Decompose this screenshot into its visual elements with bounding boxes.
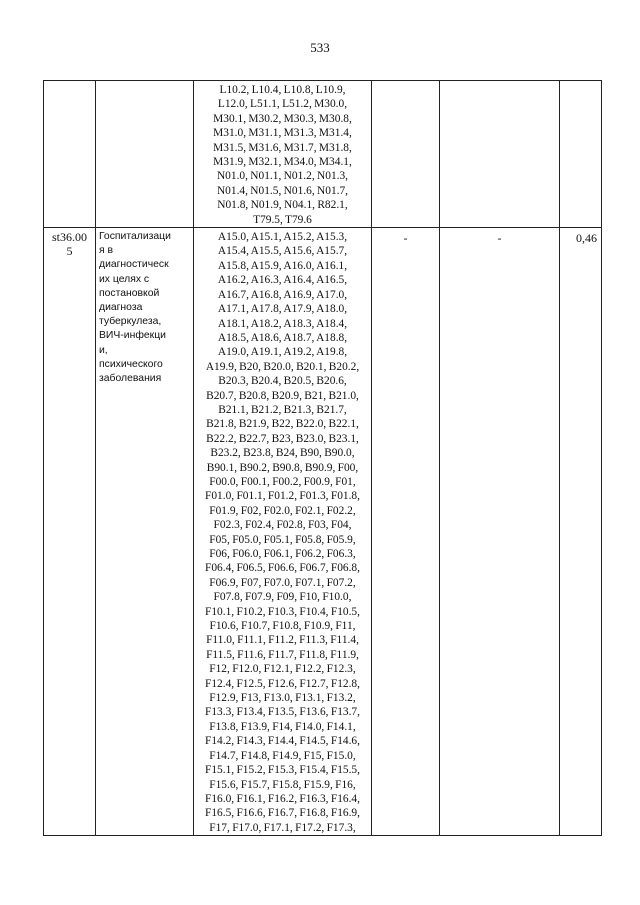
icd-code-line: B90.1, B90.2, B90.8, B90.9, F00,	[206, 461, 359, 474]
icd-code-line: L12.0, L51.1, L51.2, M30.0,	[217, 98, 348, 111]
page-number: 533	[310, 40, 330, 55]
ksg-code-line: st36.00	[51, 230, 87, 245]
icd-code-line: A17.1, A17.8, A17.9, A18.0,	[217, 303, 348, 316]
ksg-code-cell	[44, 228, 96, 836]
icd-code-line: F16.5, F16.6, F16.7, F16.8, F16.9,	[205, 807, 360, 820]
icd-code-line: F06, F06.0, F06.1, F06.2, F06.3,	[209, 548, 356, 560]
icd-code-line: F10.6, F10.7, F10.8, F10.9, F11,	[209, 620, 356, 633]
icd-code-line: T79.5, T79.6	[253, 213, 312, 226]
icd-code-line: F01.9, F02, F02.0, F02.1, F02.2,	[209, 504, 356, 517]
ksg-name-line: постановкой	[99, 287, 160, 299]
icd-code-line: A15.8, A15.9, A16.0, A16.1,	[217, 259, 348, 272]
table-row	[44, 228, 602, 836]
icd-code-line: N01.0, N01.1, N01.2, N01.3,	[216, 170, 349, 183]
icd-code-line: M31.0, M31.1, M31.3, M31.4,	[213, 127, 352, 140]
icd-code-line: F05, F05.0, F05.1, F05.8, F05.9,	[209, 533, 356, 546]
icd-code-line: A16.7, A16.8, A16.9, A17.0,	[217, 288, 348, 301]
icd-code-line: F10.1, F10.2, F10.3, F10.4, F10.5,	[205, 605, 360, 618]
icd-code-line: B21.1, B21.2, B21.3, B21.7,	[218, 403, 347, 416]
icd-codes-cell	[194, 81, 372, 228]
icd-code-line: B20.3, B20.4, B20.5, B20.6,	[218, 375, 347, 388]
icd-code-line: F06.9, F07, F07.0, F07.1, F07.2,	[209, 576, 356, 589]
ksg-name-line: заболевания	[99, 373, 162, 385]
ksg-name-cell	[96, 81, 194, 228]
icd-code-line: A15.0, A15.1, A15.2, A15.3,	[217, 231, 348, 244]
ksg-name-line: туберкулеза,	[99, 316, 162, 328]
icd-code-line: F13.3, F13.4, F13.5, F13.6, F13.7,	[205, 706, 360, 719]
ksg-name-line: диагноза	[99, 302, 143, 314]
icd-code-line: M31.9, M32.1, M34.0, M34.1,	[213, 156, 352, 169]
icd-code-line: B22.2, B22.7, B23, B23.0, B23.1,	[206, 432, 359, 445]
icd-code-line: F15.1, F15.2, F15.3, F15.4, F15.5,	[205, 764, 360, 777]
icd-code-line: F17, F17.0, F17.1, F17.2, F17.3,	[209, 821, 356, 834]
icd-code-line: N01.8, N01.9, N04.1, R82.1,	[217, 199, 348, 212]
ksg-name-line: я в	[99, 245, 114, 257]
icd-code-line: F00.0, F00.1, F00.2, F00.9, F01,	[209, 475, 356, 488]
icd-code-line: A19.0, A19.1, A19.2, A19.8,	[217, 346, 348, 359]
ksg-name-line: ВИЧ-инфекци	[99, 330, 166, 342]
coefficient-cell	[560, 81, 602, 228]
icd-code-line: F07.8, F07.9, F09, F10, F10.0,	[213, 591, 352, 604]
icd-code-line: M31.5, M31.6, M31.7, M31.8,	[213, 141, 352, 154]
ksg-name-cell	[96, 228, 194, 836]
tariff-table	[43, 80, 602, 836]
icd-code-line: F11.0, F11.1, F11.2, F11.3, F11.4,	[206, 634, 359, 647]
icd-code-line: A16.2, A16.3, A16.4, A16.5,	[217, 274, 348, 287]
icd-code-line: B23.2, B23.8, B24, B90, B90.0,	[210, 447, 355, 460]
column-4-cell: -	[372, 228, 440, 836]
icd-code-line: B21.8, B21.9, B22, B22.0, B22.1,	[206, 418, 359, 431]
icd-code-line: A18.1, A18.2, A18.3, A18.4,	[217, 317, 348, 330]
icd-codes-cell	[194, 228, 372, 836]
icd-code-line: A19.9, B20, B20.0, B20.1, B20.2,	[205, 360, 360, 373]
icd-code-line: F02.3, F02.4, F02.8, F03, F04,	[213, 519, 352, 532]
icd-code-line: F13.8, F13.9, F14, F14.0, F14.1,	[209, 720, 356, 733]
ksg-name-line: Госпитализаци	[99, 231, 171, 243]
coefficient-cell: 0,46	[560, 228, 602, 836]
icd-code-line: F12.4, F12.5, F12.6, F12.7, F12.8,	[205, 677, 360, 690]
icd-code-line: M30.1, M30.2, M30.3, M30.8,	[213, 112, 352, 125]
icd-code-line: F14.2, F14.3, F14.4, F14.5, F14.6,	[205, 735, 360, 748]
column-5-cell: -	[440, 228, 560, 836]
icd-code-line: F12.9, F13, F13.0, F13.1, F13.2,	[209, 692, 356, 705]
icd-code-line: F16.0, F16.1, F16.2, F16.3, F16.4,	[205, 792, 360, 805]
icd-code-line: A15.4, A15.5, A15.6, A15.7,	[217, 245, 348, 258]
icd-code-line: F11.5, F11.6, F11.7, F11.8, F11.9,	[206, 648, 359, 661]
ksg-name-line: психического	[99, 358, 163, 370]
icd-code-line: F06.4, F06.5, F06.6, F06.7, F06.8,	[205, 562, 360, 575]
ksg-code-line: 5	[66, 244, 73, 259]
icd-code-line: F14.7, F14.8, F14.9, F15, F15.0,	[209, 749, 356, 762]
column-4-cell	[372, 81, 440, 228]
ksg-code-cell	[44, 81, 96, 228]
ksg-name-line: и,	[99, 344, 108, 356]
icd-code-line: B20.7, B20.8, B20.9, B21, B21.0,	[206, 389, 359, 402]
icd-code-line: F01.0, F01.1, F01.2, F01.3, F01.8,	[205, 490, 360, 503]
icd-code-line: A18.5, A18.6, A18.7, A18.8,	[217, 331, 348, 344]
ksg-name-line: диагностическ	[99, 259, 169, 271]
icd-code-line: L10.2, L10.4, L10.8, L10.9,	[219, 84, 346, 96]
icd-code-line: N01.4, N01.5, N01.6, N01.7,	[216, 184, 349, 197]
icd-code-line: F15.6, F15.7, F15.8, F15.9, F16,	[209, 778, 356, 791]
table-row	[44, 81, 602, 228]
icd-code-line: F12, F12.0, F12.1, F12.2, F12.3,	[209, 663, 356, 676]
ksg-name-line: их целях с	[99, 273, 150, 285]
column-5-cell	[440, 81, 560, 228]
